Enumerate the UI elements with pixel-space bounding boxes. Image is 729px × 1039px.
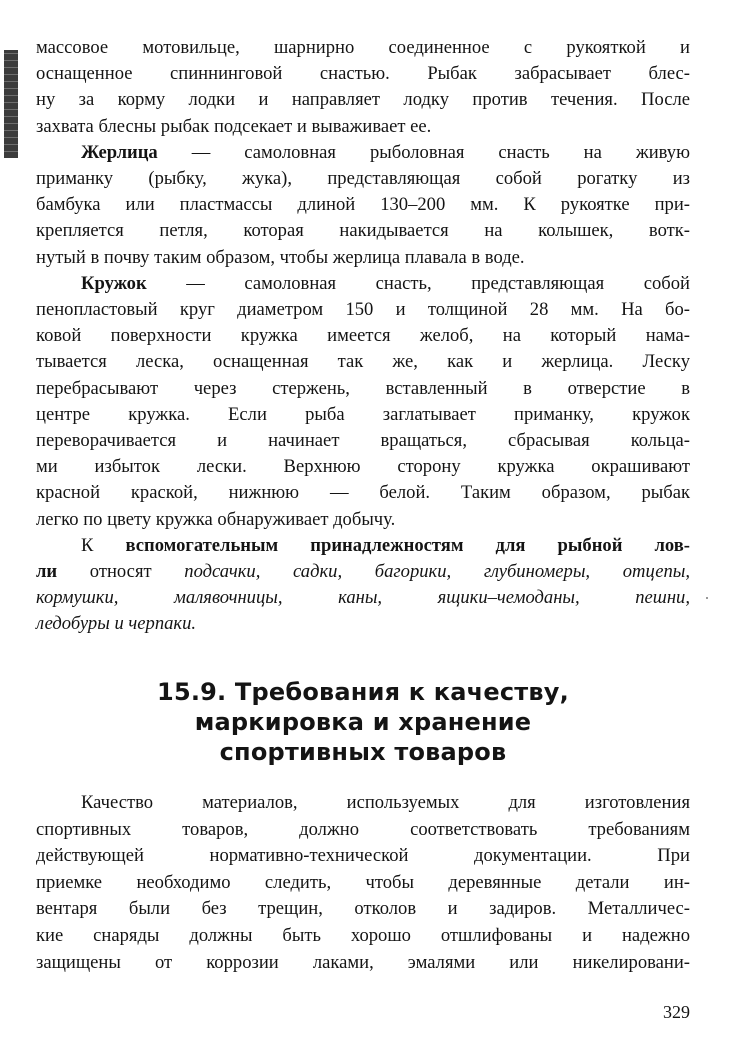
text-line: пенопластовый круг диаметром 150 и толщиной 28 мм. На бо- <box>36 299 690 321</box>
scan-edge-mark <box>4 50 18 158</box>
text-line: ковой поверхности кружка имеется желоб, на который нама- <box>36 325 690 347</box>
scan-speck <box>706 597 708 599</box>
text-line: вентаря были без трещин, отколов и задиров. Металличес- <box>36 898 690 920</box>
text-line: защищены от коррозии лаками, эмалями или никелировани- <box>36 951 690 973</box>
text-line: легко по цвету кружка обнаруживает добычу. <box>36 508 396 530</box>
text-line: перебрасывают через стержень, вставленный в отверстие в <box>36 377 690 399</box>
text-line <box>36 585 690 611</box>
accessories-list: подсачки, садки, багорики, глубиномеры, отцепы, <box>184 561 690 583</box>
term-zherlitsa: Жерлица <box>81 141 158 163</box>
text-line: захвата блесны рыбак подсекает и вываживает ее. <box>36 115 432 137</box>
accessories-connector: относят <box>57 561 185 583</box>
term-definition-start: — самоловная снасть, представляющая собой <box>146 272 690 294</box>
term-accessories: вспомогательным принадлежностям для рыбной лов- <box>125 534 690 556</box>
text-line: центре кружка. Если рыба заглатывает приманку, кружок <box>36 403 690 425</box>
text-line: нутый в почву таким образом, чтобы жерлица плавала в воде. <box>36 246 525 268</box>
text-line <box>36 140 690 166</box>
text-line: действующей нормативно-технической документации. При <box>36 845 690 867</box>
term-accessories-end: ли <box>36 561 58 583</box>
page-number: 329 <box>663 1002 690 1022</box>
accessories-list: кормушки, малявочницы, каны, ящики–чемоданы, пешни, <box>36 587 690 609</box>
section-heading <box>36 677 690 767</box>
text-line <box>36 533 690 559</box>
paragraph-spinning <box>36 35 690 140</box>
text-line: переворачивается и начинает вращаться, сбрасывая кольца- <box>36 430 690 452</box>
text-line <box>36 559 690 585</box>
paragraph-zherlitsa <box>36 140 690 271</box>
term-definition-start: — самоловная рыболовная снасть на живую <box>157 141 690 163</box>
text-line: красной краской, нижнюю — белой. Таким образом, рыбак <box>36 482 690 504</box>
text-block-top <box>36 35 690 638</box>
text-line: Качество материалов, используемых для изготовления <box>81 792 690 813</box>
text-line: кие снаряды должны быть хорошо отшлифованы и надежно <box>36 924 690 946</box>
heading-line: спортивных товаров <box>219 738 507 766</box>
text-line: массовое мотовильце, шарнирно соединенное с рукояткой и <box>36 37 690 58</box>
paragraph-accessories <box>36 533 690 638</box>
text-line: крепляется петля, которая накидывается на колышек, вотк- <box>36 220 690 242</box>
accessories-lead: К <box>81 534 126 556</box>
text-line: ми избыток лески. Верхнюю сторону кружка окрашивают <box>36 456 690 478</box>
paragraph-quality <box>36 790 690 976</box>
text-line: бамбука или пластмассы длиной 130–200 мм. К рукоятке при- <box>36 194 690 216</box>
accessories-list: ледобуры и черпаки. <box>36 613 197 635</box>
heading-line: 15.9. Требования к качеству, <box>157 678 569 706</box>
paragraph-kruzhok <box>36 271 690 533</box>
text-line: ну за корму лодки и направляет лодку против течения. После <box>36 89 690 111</box>
text-line: приемке необходимо следить, чтобы деревянные детали ин- <box>36 871 690 893</box>
term-kruzhok: Кружок <box>81 272 147 294</box>
text-line: оснащенное спиннинговой снастью. Рыбак забрасывает блес- <box>36 63 690 85</box>
text-line <box>36 611 690 637</box>
text-line: приманку (рыбку, жука), представляющая собой рогатку из <box>36 168 690 190</box>
heading-line: маркировка и хранение <box>194 708 532 736</box>
text-line: спортивных товаров, должно соответствовать требованиям <box>36 818 690 840</box>
text-line <box>36 271 690 297</box>
text-line: тывается леска, оснащенная так же, как и жерлица. Леску <box>36 351 690 373</box>
